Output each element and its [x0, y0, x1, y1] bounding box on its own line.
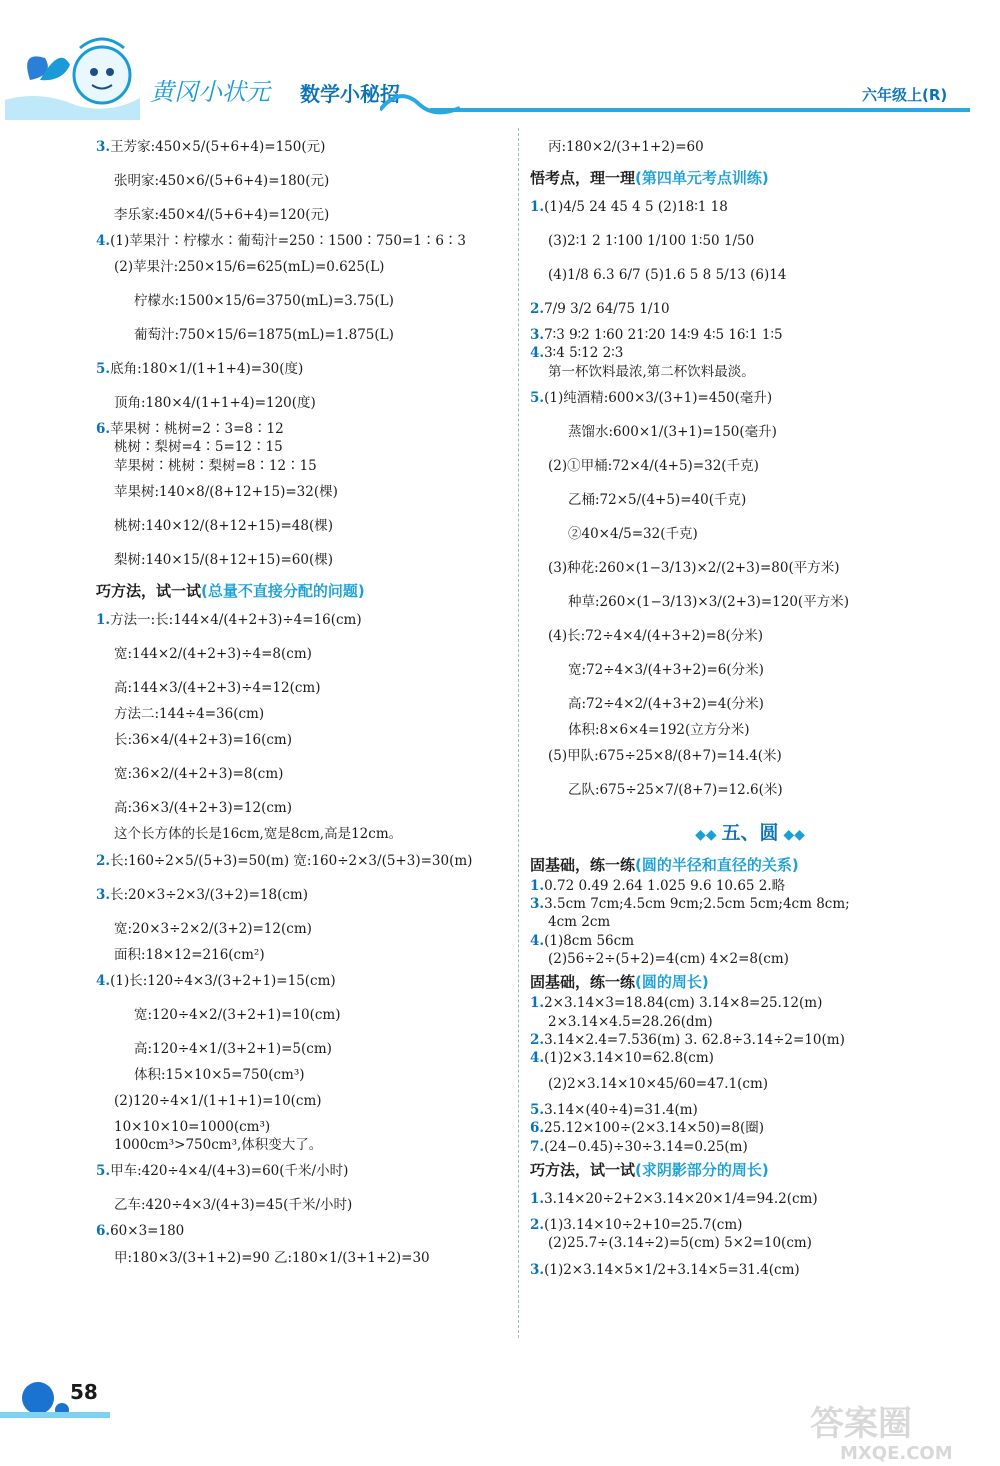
answer-line [530, 895, 970, 913]
answer-line [96, 757, 506, 791]
answer-text: (24−0.45)÷30÷3.14=0.25(m) [544, 1138, 748, 1155]
mascot-logo-icon [0, 20, 150, 120]
answer-text: 乙车:420÷4×3/(4+3)=45(千米/小时) [114, 1197, 353, 1214]
answer-line [530, 258, 970, 292]
answer-line [96, 998, 506, 1032]
question-number: 1. [530, 199, 545, 216]
answer-line [96, 844, 506, 878]
answer-text: 种草:260×(1−3/13)×3/(2+3)=120(平方米) [568, 593, 849, 610]
answer-line [530, 1253, 970, 1287]
answer-line [96, 878, 506, 912]
answer-text: 高:72÷4×2/(4+3+2)=4(分米) [568, 695, 764, 712]
answer-line [530, 653, 970, 687]
footer-dots-icon [0, 1370, 120, 1430]
section-subtitle: (总量不直接分配的问题) [201, 581, 365, 600]
answer-text: (1)苹果汁∶柠檬水∶葡萄汁=250∶1500∶750=1∶6∶3 [110, 233, 466, 249]
page-number: 58 [70, 1380, 98, 1404]
answer-line [96, 250, 506, 284]
question-number: 4. [530, 932, 545, 949]
answer-line [530, 363, 970, 381]
answer-text: (2)苹果汁:250×15/6=625(mL)=0.625(L) [114, 259, 385, 276]
answer-text: 3.14×20÷2+2×3.14×20×1/4=94.2(cm) [544, 1191, 818, 1208]
answer-line [96, 964, 506, 998]
question-number: 2. [530, 1031, 545, 1048]
answer-text: 葡萄汁:750×15/6=1875(mL)=1.875(L) [134, 327, 394, 344]
answer-line [96, 1188, 506, 1222]
chapter-text: 五、圆 [721, 822, 779, 845]
answer-line [530, 773, 970, 807]
answer-line [96, 475, 506, 509]
answer-text: 25.12×100÷(2×3.14×50)=8(圈) [544, 1120, 765, 1137]
answer-text: 高:36×3/(4+2+3)=12(cm) [114, 800, 292, 817]
question-number: 1. [530, 995, 545, 1012]
question-number: 3. [96, 139, 111, 155]
answer-line [530, 344, 970, 362]
answer-text: 梨树:140×15/(8+12+15)=60(棵) [114, 551, 333, 568]
answer-text: 苹果树∶桃树∶梨树=8∶12∶15 [114, 457, 317, 474]
answer-text: 3.14×(40÷4)=31.4(m) [544, 1102, 698, 1119]
answer-text: (1)4/5 24 45 4 5 (2)18∶1 18 [544, 199, 728, 216]
answer-text: 宽:120÷4×2/(3+2+1)=10(cm) [134, 1006, 341, 1023]
answer-line [530, 130, 970, 164]
answer-text: (1)纯酒精:600×3/(3+1)=450(毫升) [544, 389, 773, 406]
answer-text: 面积:18×12=216(cm²) [114, 946, 265, 963]
svg-text:MXQE.COM: MXQE.COM [840, 1443, 953, 1464]
answer-line [96, 509, 506, 543]
question-number: 3. [96, 886, 111, 903]
answer-text: 方法一:长:144×4/(4+2+3)÷4=16(cm) [110, 612, 362, 629]
svg-text:答案圈: 答案圈 [810, 1404, 912, 1444]
answer-text: 宽:144×2/(4+2+3)÷4=8(cm) [114, 646, 312, 663]
answer-text: (1)2×3.14×10=62.8(cm) [544, 1050, 714, 1067]
question-number: 6. [96, 1223, 111, 1240]
section-subtitle: (圆的周长) [635, 973, 709, 992]
answer-text: (3)种花:260×(1−3/13)×2/(2+3)=80(平方米) [548, 559, 840, 576]
answer-text: 第一杯饮料最浓,第二杯饮料最淡。 [548, 363, 755, 380]
answer-text: 丙:180×2/(3+1+2)=60 [548, 139, 704, 155]
header-rule [430, 108, 970, 112]
question-number: 4. [530, 345, 545, 362]
answer-line [96, 198, 506, 232]
answer-line [530, 994, 970, 1012]
question-number: 6. [96, 421, 111, 438]
answer-text: 乙桶:72×5/(4+5)=40(千克) [568, 491, 747, 508]
answer-line [530, 721, 970, 739]
answer-line [530, 585, 970, 619]
answer-text: 宽:72÷4×3/(4+3+2)=6(分米) [568, 661, 764, 678]
answer-text: (1)8cm 56cm [544, 932, 634, 949]
answer-line [530, 950, 970, 968]
answer-text: (3)2∶1 2 1∶100 1/100 1∶50 1/50 [548, 233, 755, 250]
chapter-title [530, 821, 970, 847]
answer-text: 顶角:180×4/(1+1+4)=120(度) [114, 395, 316, 412]
answer-text: 7/9 3/2 64/75 1/10 [544, 301, 670, 318]
answer-text: 张明家:450×6/(5+6+4)=180(元) [114, 173, 330, 189]
question-number: 3. [530, 896, 545, 913]
answer-text: (1)2×3.14×5×1/2+3.14×5=31.4(cm) [544, 1261, 800, 1278]
answer-text: 苹果树∶桃树=2∶3=8∶12 [110, 421, 284, 438]
answer-line [96, 791, 506, 825]
answer-text: (2)56÷2÷(5+2)=4(cm) 4×2=8(cm) [548, 950, 789, 967]
question-number: 2. [530, 1217, 545, 1234]
answer-text: (2)①甲桶:72×4/(4+5)=32(千克) [548, 457, 759, 474]
section-heading-text: 巧方法，试一试 [530, 1160, 636, 1179]
section-heading-text: 固基础，练一练 [530, 973, 636, 992]
answer-text: 高:144×3/(4+2+3)÷4=12(cm) [114, 680, 321, 697]
answer-line [96, 723, 506, 757]
answer-line [96, 318, 506, 352]
answer-line [530, 1031, 970, 1049]
question-number: 3. [530, 327, 545, 344]
answer-text: 这个长方体的长是16cm,宽是8cm,高是12cm。 [114, 826, 403, 843]
answer-line [96, 1241, 506, 1275]
answer-text: 60×3=180 [110, 1223, 185, 1240]
answer-line [530, 1138, 970, 1156]
diamond-icon: ◆◆ [778, 827, 805, 844]
answer-line [96, 1066, 506, 1084]
answer-line [96, 946, 506, 964]
question-number: 5. [96, 361, 111, 378]
answer-line [96, 705, 506, 723]
question-number: 5. [530, 1102, 545, 1119]
answer-text: 3∶4 5∶12 2∶3 [544, 345, 624, 362]
answer-line [96, 438, 506, 456]
answer-line [96, 671, 506, 705]
answer-text: 7∶3 9∶2 1∶60 21∶20 14∶9 4∶5 16∶1 1∶5 [544, 327, 783, 344]
section-heading [530, 1160, 970, 1180]
answer-line [530, 913, 970, 931]
question-number: 2. [96, 852, 111, 869]
section-heading-text: 固基础，练一练 [530, 855, 636, 874]
answer-line [530, 739, 970, 773]
answer-line [530, 517, 970, 551]
answer-text: ②40×4/5=32(千克) [568, 525, 698, 542]
question-number: 6. [530, 1120, 545, 1137]
subject-title: 数学小秘招 [300, 82, 400, 106]
answer-line [96, 457, 506, 475]
answer-text: 柠檬水:1500×15/6=3750(mL)=3.75(L) [134, 293, 394, 310]
section-heading [96, 581, 506, 601]
answer-text: 长:160÷2×5/(5+3)=50(m) 宽:160÷2×3/(5+3)=30(m) [110, 852, 473, 869]
answer-text: 宽:36×2/(4+2+3)=8(cm) [114, 766, 284, 783]
answer-line [530, 619, 970, 653]
section-subtitle: (圆的半径和直径的关系) [635, 855, 799, 874]
answer-line [530, 1182, 970, 1216]
question-number: 4. [530, 1050, 545, 1067]
answer-line [530, 932, 970, 950]
answer-text: 体积:8×6×4=192(立方分米) [568, 721, 750, 738]
answer-line [96, 912, 506, 946]
answer-line [530, 1216, 970, 1234]
answer-line [96, 825, 506, 843]
answer-line [96, 603, 506, 637]
brand-title: 黄冈小状元 [150, 78, 270, 106]
wave-decoration-icon [380, 80, 460, 120]
answer-line [96, 1084, 506, 1118]
page-header [0, 0, 1000, 130]
question-number: 3. [530, 1261, 545, 1278]
answer-line [530, 877, 970, 895]
answer-text: 4cm 2cm [548, 914, 611, 931]
answer-line [530, 687, 970, 721]
answer-line [96, 284, 506, 318]
answer-text: 10×10×10=1000(cm³) [114, 1119, 271, 1135]
question-number: 4. [96, 233, 111, 249]
answer-text: 甲车:420÷4×4/(4+3)=60(千米/小时) [110, 1163, 349, 1180]
answer-text: (5)甲队:675÷25×8/(8+7)=14.4(米) [548, 748, 782, 765]
answer-line [96, 420, 506, 438]
answer-text: 甲:180×3/(3+1+2)=90 乙:180×1/(3+1+2)=30 [114, 1249, 430, 1266]
answer-text: 1000cm³>750cm³,体积变大了。 [114, 1137, 323, 1154]
answer-line [530, 1234, 970, 1252]
answer-line [96, 130, 506, 164]
answer-line [96, 1154, 506, 1188]
answer-text: 苹果树:140×8/(8+12+15)=32(棵) [114, 483, 338, 500]
answer-line [530, 415, 970, 449]
answer-text: 2×3.14×4.5=28.26(dm) [548, 1013, 713, 1030]
answer-line [530, 1013, 970, 1031]
answer-text: (1)3.14×10÷2+10=25.7(cm) [544, 1217, 743, 1234]
answer-text: 体积:15×10×5=750(cm³) [134, 1066, 305, 1083]
answer-text: 方法二:144÷4=36(cm) [114, 706, 265, 723]
question-number: 1. [530, 1191, 545, 1208]
answer-text: 3.5cm 7cm;4.5cm 9cm;2.5cm 5cm;4cm 8cm; [544, 896, 850, 913]
answer-line [530, 1049, 970, 1067]
answer-text: 宽:20×3÷2×2/(3+2)=12(cm) [114, 920, 312, 937]
section-subtitle: (求阴影部分的周长) [635, 1160, 769, 1179]
question-number: 2. [530, 301, 545, 318]
answer-line [96, 1032, 506, 1066]
answer-text: 王芳家:450×5/(5+6+4)=150(元) [110, 139, 326, 155]
answer-text: (4)1/8 6.3 6/7 (5)1.6 5 8 5/13 (6)14 [548, 267, 787, 284]
answer-text: 高:120÷4×1/(3+2+1)=5(cm) [134, 1040, 332, 1057]
answer-line [96, 352, 506, 386]
answer-text: 桃树:140×12/(8+12+15)=48(棵) [114, 517, 333, 534]
answer-line [530, 224, 970, 258]
section-heading-text: 悟考点，理一理 [530, 169, 636, 187]
answer-line [96, 1136, 506, 1154]
answer-line [530, 551, 970, 585]
answer-line [530, 190, 970, 224]
answer-text: 蒸馏水:600×1/(3+1)=150(毫升) [568, 423, 777, 440]
answer-line [530, 1119, 970, 1137]
answer-text: (1)长:120÷4×3/(3+2+1)=15(cm) [110, 972, 336, 989]
answer-text: 0.72 0.49 2.64 1.025 9.6 10.65 2.略 [544, 878, 786, 895]
column-divider [518, 128, 519, 1338]
answer-line [96, 637, 506, 671]
answer-line [530, 292, 970, 326]
answer-line [96, 1118, 506, 1136]
section-heading [530, 168, 970, 188]
answer-text: 3.14×2.4=7.536(m) 3. 62.8÷3.14÷2=10(m) [544, 1031, 845, 1048]
answer-text: (2)2×3.14×10×45/60=47.1(cm) [548, 1076, 769, 1093]
section-subtitle: (第四单元考点训练) [635, 169, 769, 187]
answer-line [530, 381, 970, 415]
question-number: 1. [96, 612, 111, 629]
section-heading-text: 巧方法，试一试 [96, 581, 202, 600]
question-number: 5. [96, 1163, 111, 1180]
question-number: 1. [530, 878, 545, 895]
answer-text: (2)120÷4×1/(1+1+1)=10(cm) [114, 1093, 322, 1109]
answer-text: 底角:180×1/(1+1+4)=30(度) [110, 361, 304, 378]
section-heading [530, 972, 970, 992]
right-column [530, 130, 970, 1287]
grade-label: 六年级上(R) [862, 86, 948, 104]
answer-line [96, 232, 506, 250]
answer-line [96, 1222, 506, 1240]
question-number: 4. [96, 972, 111, 989]
answer-text: 2×3.14×3=18.84(cm) 3.14×8=25.12(m) [544, 995, 823, 1012]
left-column [96, 130, 506, 1275]
answer-line [530, 449, 970, 483]
answer-text: (4)长:72÷4×4/(4+3+2)=8(分米) [548, 627, 764, 644]
answer-line [530, 326, 970, 344]
answer-line [530, 1067, 970, 1101]
answer-text: (2)25.7÷(3.14÷2)=5(cm) 5×2=10(cm) [548, 1235, 812, 1252]
question-number: 5. [530, 389, 545, 406]
watermark-logo [800, 1395, 1000, 1465]
answer-line [530, 483, 970, 517]
question-number: 7. [530, 1138, 545, 1155]
answer-text: 乙队:675÷25×7/(8+7)=12.6(米) [568, 782, 783, 799]
answer-line [96, 164, 506, 198]
answer-line [530, 1101, 970, 1119]
answer-text: 桃树∶梨树=4∶5=12∶15 [114, 439, 283, 456]
answer-text: 长:36×4/(4+2+3)=16(cm) [114, 732, 292, 749]
answer-line [96, 543, 506, 577]
section-heading [530, 855, 970, 875]
diamond-icon: ◆◆ [695, 827, 722, 844]
footer-bar [0, 1412, 110, 1418]
answer-text: 李乐家:450×4/(5+6+4)=120(元) [114, 207, 330, 223]
answer-text: 长:20×3÷2×3/(3+2)=18(cm) [110, 886, 308, 903]
answer-line [96, 386, 506, 420]
